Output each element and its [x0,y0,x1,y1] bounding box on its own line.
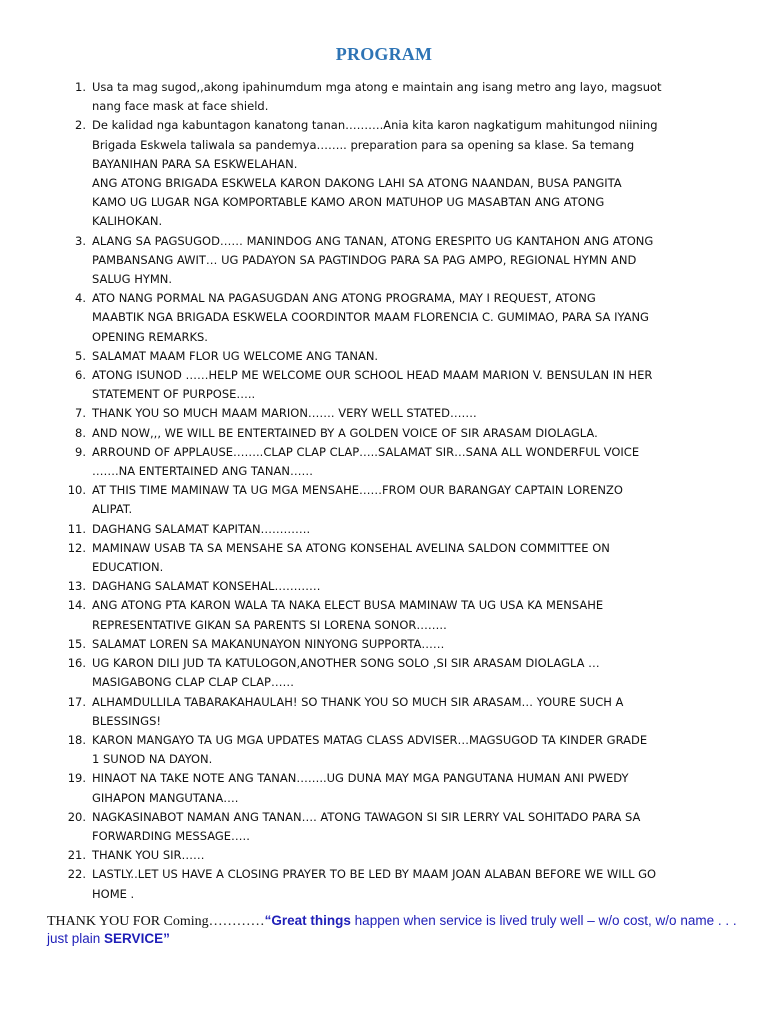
program-item-number: 20. [67,809,86,824]
program-item [58,232,722,290]
program-item [58,769,722,807]
program-item-number: 5. [75,348,86,363]
program-item-number: 15. [67,636,86,651]
program-item-number: 16. [67,656,86,671]
program-item-text: UG KARON DILI JUD TA KATULOGON,ANOTHER SONG SOLO ,SI SIR ARASAM DIOLAGLA … MASIGABONG CLAP CLAP CLAP…… [92,656,600,690]
program-item [58,116,722,231]
program-item [58,808,722,846]
program-item [58,654,722,692]
program-item-text: LASTLY..LET US HAVE A CLOSING PRAYER TO BE LED BY MAAM JOAN ALABAN BEFORE WE WILL GO HOME . [92,867,657,901]
program-item-number: 11. [67,521,86,536]
program-item-number: 3. [75,233,86,248]
program-item-number: 2. [75,118,86,133]
program-item-text: ALHAMDULLILA TABARAKAHAULAH! SO THANK YOU SO MUCH SIR ARASAM… YOURE SUCH A BLESSINGS! [92,694,624,728]
thank-you-text: THANK YOU FOR Coming………… [47,914,265,929]
program-item [58,481,722,519]
program-item [58,520,722,539]
program-item [58,731,722,769]
program-item-text: Usa ta mag sugod,,akong ipahinumdum mga atong e maintain ang isang metro ang layo, magsuot nang face mask at face shield. [92,80,662,114]
program-item [58,347,722,366]
program-item-text: HINAOT NA TAKE NOTE ANG TANAN……..UG DUNA MAY MGA PANGUTANA HUMAN ANI PWEDY GIHAPON MANGUTANA…. [92,771,629,805]
program-item-number: 4. [75,291,86,306]
program-item [58,539,722,577]
program-list [58,78,722,904]
quote-service-text: SERVICE” [104,931,170,946]
program-item-text: SALAMAT LOREN SA MAKANUNAYON NINYONG SUPPORTA…… [92,636,445,651]
program-item-number: 14. [67,598,86,613]
program-item [58,577,722,596]
program-item-number: 12. [67,540,86,555]
program-item-text: NAGKASINABOT NAMAN ANG TANAN…. ATONG TAWAGON SI SIR LERRY VAL SOHITADO PARA SA FORWARDING MESSAGE….. [92,809,641,843]
program-item-text: KARON MANGAYO TA UG MGA UPDATES MATAG CLASS ADVISER…MAGSUGOD TA KINDER GRADE 1 SUNOD NA DAYON. [92,732,648,767]
program-item-text: THANK YOU SIR…… [92,848,205,863]
program-item-text: DAGHANG SALAMAT KONSEHAL………… [92,579,321,594]
program-item-number: 9. [75,444,86,459]
program-item-text: ANG ATONG PTA KARON WALA TA NAKA ELECT BUSA MAMINAW TA UG USA KA MENSAHE REPRESENTATIVE GIKAN SA PARENTS SI LORENA SONOR…….. [92,598,604,632]
program-item-number: 21. [67,848,86,863]
program-item-text: SALAMAT MAAM FLOR UG WELCOME ANG TANAN. [92,348,379,363]
program-item [58,596,722,634]
program-item [58,635,722,654]
program-item-number: 1. [75,80,86,94]
program-item [58,846,722,865]
program-item-text: ARROUND OF APPLAUSE……..CLAP CLAP CLAP…..SALAMAT SIR…SANA ALL WONDERFUL VOICE …….NA ENTERTAINED ANG TANAN…… [92,444,640,479]
program-item-text: MAMINAW USAB TA SA MENSAHE SA ATONG KONSEHAL AVELINA SALDON COMMITTEE ON EDUCATION. [92,540,610,575]
program-item [58,404,722,423]
program-item-number: 22. [67,867,86,882]
program-item-text: AT THIS TIME MAMINAW TA UG MGA MENSAHE……FROM OUR BARANGAY CAPTAIN LORENZO ALIPAT. [92,483,623,517]
program-item [58,693,722,731]
program-item [58,443,722,481]
program-item [58,78,722,116]
program-item-text: ATO NANG PORMAL NA PAGASUGDAN ANG ATONG PROGRAMA, MAY I REQUEST, ATONG MAABTIK NGA BRIGADA ESKWELA COORDINTOR MAAM FLORENCIA C. GUMIMAO, PARA SA IYANG OPENING REMARKS. [92,291,649,344]
program-item-number: 18. [67,732,86,747]
program-item-number: 6. [75,368,86,383]
program-item-text: DAGHANG SALAMAT KAPITAN…………. [92,521,311,536]
program-item-text: ATONG ISUNOD ……HELP ME WELCOME OUR SCHOOL HEAD MAAM MARION V. BENSULAN IN HER STATEMENT OF PURPOSE….. [92,368,653,402]
program-item-number: 10. [67,483,86,498]
closing-note [47,912,737,947]
program-item [58,289,722,347]
program-item-number: 19. [67,771,86,786]
program-item-number: 7. [75,406,86,421]
page-title: PROGRAM [335,44,433,64]
program-item-number: 13. [67,579,86,594]
program-item-number: 8. [75,425,86,440]
program-item-text: ALANG SA PAGSUGOD…… MANINDOG ANG TANAN, ATONG ERESPITO UG KANTAHON ANG ATONG PAMBANSANG AWIT… UG PADAYON SA PAGTINDOG PARA SA PAG AMPO, REGIONAL HYMN AND SALUG HYMN. [92,233,654,287]
program-item-number: 17. [67,694,86,709]
program-item-text: THANK YOU SO MUCH MAAM MARION……. VERY WELL STATED……. [92,406,477,421]
program-item-text: De kalidad nga kabuntagon kanatong tanan……….Ania kita karon nagkatigum mahitungod niining Brigada Eskwela taliwala sa pandemya…….. preparation para sa opening sa klase. Sa temang BAYANIHAN PARA SA ESKWELAHAN. ANG ATONG BRIGADA ESKWELA KARON DAKONG LAHI SA ATONG NAANDAN, BUSA PANGITA KAMO UG LUGAR NGA KOMPORTABLE KAMO ARON MATUHOP UG MASABTAN ANG ATONG KALIHOKAN. [92,118,658,229]
program-item-text: AND NOW,,, WE WILL BE ENTERTAINED BY A GOLDEN VOICE OF SIR ARASAM DIOLAGLA. [92,425,598,440]
program-item [58,366,722,404]
quote-emphasis-text: “Great things [264,913,351,928]
program-item [58,865,722,903]
quote-text: happen when service is lived truly well – w/o cost, w/o name . . . just plain [47,913,737,946]
program-item [58,424,722,443]
